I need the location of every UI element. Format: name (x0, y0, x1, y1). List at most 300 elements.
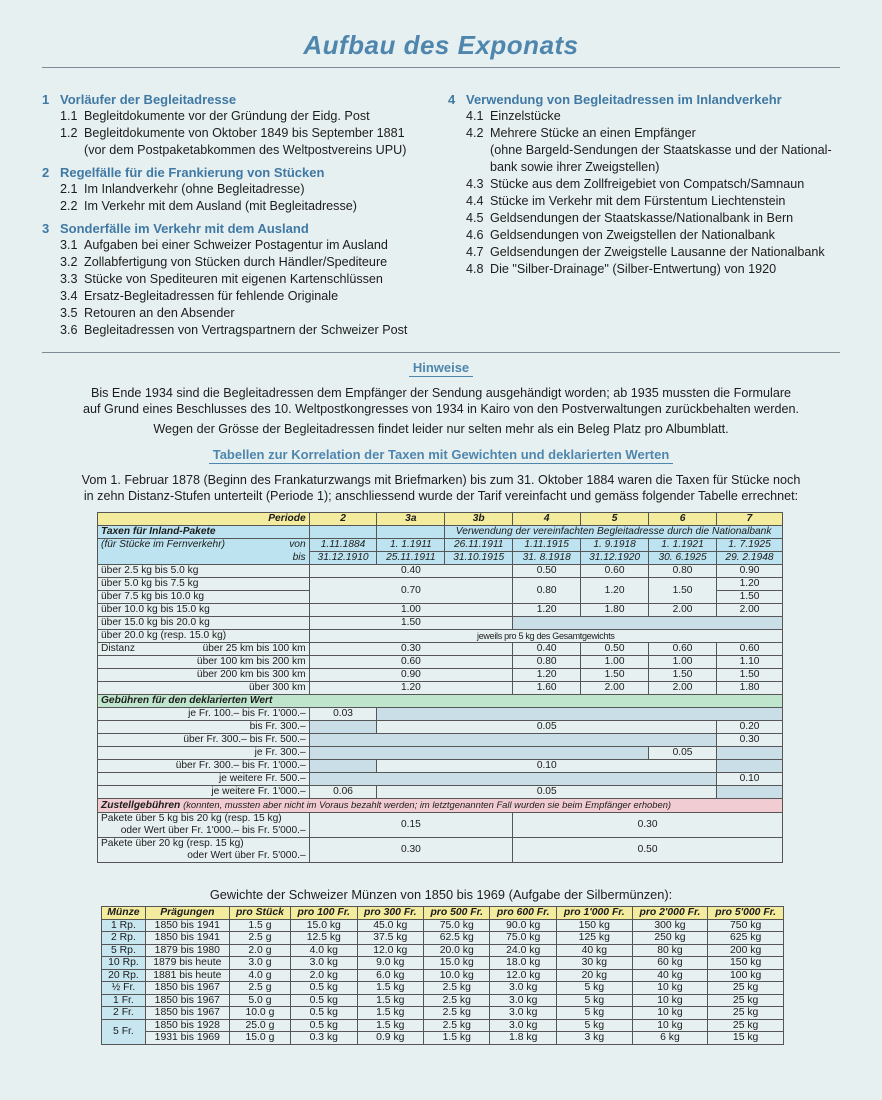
table-cell: 60 kg (632, 957, 708, 970)
table-cell: 10 kg (632, 1007, 708, 1020)
table-cell: 0.5 kg (291, 982, 357, 995)
table-cell: 750 kg (708, 919, 784, 932)
item-sublabel: bank sowie ihrer Zweigstellen) (490, 160, 660, 174)
table-cell: 2.5 kg (424, 994, 490, 1007)
table-cell: 25 kg (708, 994, 784, 1007)
item-number: 3.6 (60, 323, 78, 337)
wert-row-label: je weitere Fr. 1'000.– (98, 786, 310, 799)
table-row (102, 919, 784, 932)
item-number: 4.2 (466, 126, 484, 140)
tax-table (97, 512, 783, 863)
toc-item (42, 237, 442, 254)
table-cell: 12.0 kg (357, 944, 423, 957)
von-date: 26.11.1911 (445, 539, 513, 552)
item-text (490, 227, 848, 244)
table-cell: 150 kg (708, 957, 784, 970)
tax-value: 1.50 (309, 617, 513, 630)
tax-value: 1.20 (513, 604, 581, 617)
bis-date: 31. 8.1918 (513, 552, 581, 565)
tax-value: 1.50 (649, 578, 717, 604)
von-date: 1.11.1915 (513, 539, 581, 552)
tax-value: 0.90 (309, 669, 513, 682)
table-cell: 250 kg (632, 932, 708, 945)
toc-item (42, 322, 442, 339)
item-label: Zollabfertigung von Stücken durch Händler/Spediteure (84, 255, 388, 269)
table-cell: 3.0 kg (291, 957, 357, 970)
item-number: 2.1 (60, 182, 78, 196)
item-text (84, 125, 442, 159)
section-title: Regelfälle für die Frankierung von Stücken (60, 165, 325, 180)
weight-row-label: über 15.0 kg bis 20.0 kg (98, 617, 310, 630)
muenzen-title: Gewichte der Schweizer Münzen von 1850 bis 1969 (Aufgabe der Silbermünzen): (209, 887, 673, 902)
fern-label: (für Stücke im Fernverkehr) von (98, 539, 310, 552)
item-label: Stücke von Spediteuren mit eigenen Kartenschlüssen (84, 272, 383, 286)
hinweise-title: Hinweise (0, 360, 882, 375)
table-cell: 1850 bis 1967 (145, 994, 229, 1007)
item-label: Begleitdokumente von Oktober 1849 bis September 1881 (84, 126, 405, 140)
table-cell: 20 kg (556, 969, 632, 982)
table-cell: 1.5 kg (424, 1032, 490, 1045)
column-header: pro 300 Fr. (357, 907, 423, 920)
tax-value: 0.15 (309, 813, 513, 838)
weight-row-label: über 7.5 kg bis 10.0 kg (98, 591, 310, 604)
table-cell: 1850 bis 1941 (145, 919, 229, 932)
period-3b: 3b (445, 513, 513, 526)
table-cell: 1.5 kg (357, 982, 423, 995)
weight-row-label: über 20.0 kg (resp. 15.0 kg) (98, 630, 310, 643)
tax-value: 0.05 (649, 747, 717, 760)
item-sublabel: (vor dem Postpaketabkommen des Weltpostvereins UPU) (84, 143, 407, 157)
table-cell: 1 Rp. (102, 919, 146, 932)
item-number: 1.2 (60, 126, 78, 140)
table-cell: 2.0 g (229, 944, 290, 957)
distance-row-label: Distanz über 25 km bis 100 km (98, 643, 310, 656)
muenzen-table (101, 906, 784, 1045)
tax-value: 2.00 (649, 682, 717, 695)
item-text (84, 305, 442, 322)
item-label: Begleitadressen von Vertragspartnern der Schweizer Post (84, 323, 408, 337)
title-rule (42, 67, 840, 68)
table-row (102, 1019, 784, 1032)
item-number: 4.6 (466, 228, 484, 242)
column-header: pro Stück (229, 907, 290, 920)
period-3a: 3a (377, 513, 445, 526)
table-cell: 10 kg (632, 994, 708, 1007)
column-header: pro 100 Fr. (291, 907, 357, 920)
table-cell: 10 kg (632, 982, 708, 995)
section-number: 3 (42, 221, 50, 236)
tax-value: 1.80 (581, 604, 649, 617)
table-cell: 9.0 kg (357, 957, 423, 970)
table-cell: 0.3 kg (291, 1032, 357, 1045)
column-header: pro 600 Fr. (490, 907, 556, 920)
table-cell: 1931 bis 1969 (145, 1032, 229, 1045)
toc-section (42, 91, 442, 108)
verwendung-note: Verwendung der vereinfachten Begleitadresse durch die Nationalbank (445, 526, 783, 539)
tax-value: 0.06 (309, 786, 377, 799)
tax-value: 0.80 (649, 565, 717, 578)
item-label: Geldsendungen von Zweigstellen der Nationalbank (490, 228, 775, 242)
zustell-header: Zustellgebühren (konnten, mussten aber nicht im Voraus bezahlt werden; im letztgenannten Fall wurden sie beim Empfänger erhoben) (98, 799, 783, 813)
item-text (490, 210, 848, 227)
item-text (490, 261, 848, 278)
column-header: pro 1'000 Fr. (556, 907, 632, 920)
table-cell: 3.0 kg (490, 1007, 556, 1020)
tax-value: 0.70 (309, 578, 513, 604)
tax-value: 0.50 (513, 565, 581, 578)
table-cell: 625 kg (708, 932, 784, 945)
table-cell: 15 kg (708, 1032, 784, 1045)
item-sublabel: (ohne Bargeld-Sendungen der Staatskasse und der National- (490, 143, 832, 157)
zustell-row-label: Pakete über 20 kg (resp. 15 kg) oder Wert über Fr. 5'000.– (98, 838, 310, 863)
table-cell: 12.5 kg (291, 932, 357, 945)
table-cell: 75.0 kg (424, 919, 490, 932)
table-cell: 80 kg (632, 944, 708, 957)
column-header: pro 5'000 Fr. (708, 907, 784, 920)
tax-value: 0.30 (309, 838, 513, 863)
item-label: Begleitdokumente vor der Gründung der Eidg. Post (84, 109, 370, 123)
item-label: Ersatz-Begleitadressen für fehlende Originale (84, 289, 339, 303)
toc-item (448, 193, 848, 210)
tax-value: 2.00 (581, 682, 649, 695)
table-cell: ½ Fr. (102, 982, 146, 995)
table-cell: 100 kg (708, 969, 784, 982)
tax-value: 1.00 (581, 656, 649, 669)
tax-value: 0.50 (581, 643, 649, 656)
table-cell: 150 kg (556, 919, 632, 932)
column-header: Münze (102, 907, 146, 920)
item-label: Geldsendungen der Staatskasse/Nationalbank in Bern (490, 211, 794, 225)
item-text (490, 125, 848, 176)
item-text (490, 108, 848, 125)
item-text (490, 176, 848, 193)
table-cell: 10 kg (632, 1019, 708, 1032)
item-label: Im Verkehr mit dem Ausland (mit Begleitadresse) (84, 199, 357, 213)
table-row (102, 982, 784, 995)
periode-label: Periode (98, 513, 310, 526)
toc-item (42, 254, 442, 271)
tax-value: 0.90 (717, 565, 783, 578)
table-cell: 2.5 kg (424, 1007, 490, 1020)
table-cell: 45.0 kg (357, 919, 423, 932)
bis-date: 31.12.1920 (581, 552, 649, 565)
table-cell: 15.0 kg (424, 957, 490, 970)
table-row (102, 944, 784, 957)
column-header: pro 2'000 Fr. (632, 907, 708, 920)
toc-item (448, 125, 848, 176)
item-label: Einzelstücke (490, 109, 561, 123)
item-number: 3.4 (60, 289, 78, 303)
von-date: 1.11.1884 (309, 539, 377, 552)
tax-value: 0.40 (513, 643, 581, 656)
toc-item (42, 198, 442, 215)
toc-left (42, 86, 442, 339)
tax-value: 2.00 (649, 604, 717, 617)
bis-date: 30. 6.1925 (649, 552, 717, 565)
table-cell: 25 kg (708, 1019, 784, 1032)
table-cell: 0.5 kg (291, 1019, 357, 1032)
table-cell: 1850 bis 1967 (145, 1007, 229, 1020)
table-cell: 15.0 g (229, 1032, 290, 1045)
tax-value: 0.30 (717, 734, 783, 747)
table-row (102, 994, 784, 1007)
toc-item (448, 108, 848, 125)
table-cell: 62.5 kg (424, 932, 490, 945)
item-number: 3.2 (60, 255, 78, 269)
table-cell: 5 kg (556, 1019, 632, 1032)
section-title: Verwendung von Begleitadressen im Inlandverkehr (466, 92, 782, 107)
tax-value: 0.80 (513, 656, 581, 669)
table-cell: 40 kg (556, 944, 632, 957)
tax-value: 0.60 (309, 656, 513, 669)
tax-value: 2.00 (717, 604, 783, 617)
tax-value: 1.50 (717, 591, 783, 604)
table-cell: 1 Fr. (102, 994, 146, 1007)
item-number: 4.4 (466, 194, 484, 208)
item-label: Mehrere Stücke an einen Empfänger (490, 126, 696, 140)
table-cell: 75.0 kg (490, 932, 556, 945)
toc-item (42, 181, 442, 198)
tax-value: 0.20 (717, 721, 783, 734)
table-cell: 10.0 kg (424, 969, 490, 982)
wert-row-label: je Fr. 100.– bis Fr. 1'000.– (98, 708, 310, 721)
period-6: 6 (649, 513, 717, 526)
gebuehren-header: Gebühren für den deklarierten Wert (98, 695, 783, 708)
item-number: 1.1 (60, 109, 78, 123)
table-cell: 125 kg (556, 932, 632, 945)
item-label: Geldsendungen der Zweigstelle Lausanne der Nationalbank (490, 245, 825, 259)
table-cell: 2.5 g (229, 932, 290, 945)
table-cell: 3.0 kg (490, 1019, 556, 1032)
table-cell: 20 Rp. (102, 969, 146, 982)
distance-row-label: über 100 km bis 200 km (98, 656, 310, 669)
table-cell: 3 kg (556, 1032, 632, 1045)
wert-row-label: über Fr. 300.– bis Fr. 1'000.– (98, 760, 310, 773)
tax-value: 0.50 (513, 838, 783, 863)
table-cell: 1850 bis 1928 (145, 1019, 229, 1032)
table-cell: 1.5 kg (357, 1019, 423, 1032)
table-cell: 20.0 kg (424, 944, 490, 957)
tax-value: 1.80 (717, 682, 783, 695)
tax-value: 1.20 (717, 578, 783, 591)
bis-date: 25.11.1911 (377, 552, 445, 565)
toc-item (42, 125, 442, 159)
tax-value: 1.10 (717, 656, 783, 669)
period-5: 5 (581, 513, 649, 526)
table-cell: 0.5 kg (291, 994, 357, 1007)
item-number: 3.1 (60, 238, 78, 252)
item-label: Stücke im Verkehr mit dem Fürstentum Liechtenstein (490, 194, 786, 208)
table-cell: 5 kg (556, 994, 632, 1007)
table-row (102, 1007, 784, 1020)
von-date: 1. 7.1925 (717, 539, 783, 552)
table-cell: 0.9 kg (357, 1032, 423, 1045)
table-cell: 2.5 kg (424, 982, 490, 995)
table-cell: 5 kg (556, 982, 632, 995)
column-header: Prägungen (145, 907, 229, 920)
table-cell: 30 kg (556, 957, 632, 970)
item-label: Aufgaben bei einer Schweizer Postagentur im Ausland (84, 238, 388, 252)
weight-row-label: über 5.0 kg bis 7.5 kg (98, 578, 310, 591)
table-cell: 5 Rp. (102, 944, 146, 957)
tax-value: 0.60 (717, 643, 783, 656)
table-cell: 25.0 g (229, 1019, 290, 1032)
wert-row-label: bis Fr. 300.– (98, 721, 310, 734)
item-text (84, 181, 442, 198)
item-label: Im Inlandverkehr (ohne Begleitadresse) (84, 182, 305, 196)
tax-value: 0.40 (309, 565, 513, 578)
tax-value: 0.60 (649, 643, 717, 656)
table-cell: 24.0 kg (490, 944, 556, 957)
table-cell: 3.0 g (229, 957, 290, 970)
item-number: 3.3 (60, 272, 78, 286)
wert-row-label: über Fr. 300.– bis Fr. 500.– (98, 734, 310, 747)
bis-date: 29. 2.1948 (717, 552, 783, 565)
section-title: Vorläufer der Begleitadresse (60, 92, 237, 107)
zustell-row-label: Pakete über 5 kg bis 20 kg (resp. 15 kg) oder Wert über Fr. 1'000.– bis Fr. 5'000.– (98, 813, 310, 838)
table-cell: 5.0 g (229, 994, 290, 1007)
weight-row-label: über 2.5 kg bis 5.0 kg (98, 565, 310, 578)
table-cell: 1.5 g (229, 919, 290, 932)
table-cell: 2 Fr. (102, 1007, 146, 1020)
table-cell: 1.5 kg (357, 994, 423, 1007)
item-number: 2.2 (60, 199, 78, 213)
table-cell: 300 kg (632, 919, 708, 932)
von-date: 1. 1.1921 (649, 539, 717, 552)
section-title: Sonderfälle im Verkehr mit dem Ausland (60, 221, 309, 236)
table-cell: 1879 bis 1980 (145, 944, 229, 957)
tax-value: 0.10 (717, 773, 783, 786)
item-label: Stücke aus dem Zollfreigebiet von Compatsch/Samnaun (490, 177, 805, 191)
table-cell: 10.0 g (229, 1007, 290, 1020)
tax-value: 0.80 (513, 578, 581, 604)
tax-value: 0.05 (377, 786, 717, 799)
table-cell: 1.8 kg (490, 1032, 556, 1045)
table-cell: 5 kg (556, 1007, 632, 1020)
table-cell: 2.0 kg (291, 969, 357, 982)
item-text (84, 288, 442, 305)
tax-value: 1.50 (649, 669, 717, 682)
item-text (84, 198, 442, 215)
table-cell: 15.0 kg (291, 919, 357, 932)
item-text (84, 322, 442, 339)
table-cell: 4.0 g (229, 969, 290, 982)
wert-row-label: je Fr. 300.– (98, 747, 310, 760)
jeweils-note: jeweils pro 5 kg des Gesamtgewichts (309, 630, 782, 643)
tax-value: 0.30 (513, 813, 783, 838)
table-cell: 3.0 kg (490, 982, 556, 995)
table-cell: 0.5 kg (291, 1007, 357, 1020)
bis-date: 31.12.1910 (309, 552, 377, 565)
item-number: 4.3 (466, 177, 484, 191)
item-text (490, 244, 848, 261)
hinweise-text: Bis Ende 1934 sind die Begleitadressen dem Empfänger der Sendung ausgehändigt worden; ab 1935 mussten die Formulare auf Grund eines Beschlusses des 10. Weltpostkongresses von 1934 in Kairo von den Postverwaltungen zurückbehalten werden. Wegen der Grösse der Begleitadressen findet leider nur selten mehr als ein Beleg Platz pro Albumblatt. (83, 386, 799, 436)
section-number: 1 (42, 92, 50, 107)
table-cell: 5 Fr. (102, 1019, 146, 1044)
table-cell: 90.0 kg (490, 919, 556, 932)
tax-value: 1.00 (309, 604, 513, 617)
section-rule (42, 352, 840, 353)
toc-item (448, 261, 848, 278)
page-title: Aufbau des Exponats (303, 30, 579, 60)
toc-item (42, 288, 442, 305)
toc-item (42, 108, 442, 125)
table-cell: 40 kg (632, 969, 708, 982)
tax-value: 1.20 (581, 578, 649, 604)
table-row (102, 957, 784, 970)
toc-section (448, 91, 848, 108)
table-row (102, 932, 784, 945)
column-header: pro 500 Fr. (424, 907, 490, 920)
bis-label: bis (98, 552, 310, 565)
distance-row-label: über 300 km (98, 682, 310, 695)
table-cell: 2.5 kg (424, 1019, 490, 1032)
table-cell: 25 kg (708, 982, 784, 995)
item-text (84, 271, 442, 288)
item-text (84, 237, 442, 254)
item-number: 4.7 (466, 245, 484, 259)
tabellen-title: Tabellen zur Korrelation der Taxen mit Gewichten und deklarierten Werten (0, 447, 882, 462)
item-number: 4.8 (466, 262, 484, 276)
item-label: Retouren an den Absender (84, 306, 235, 320)
tax-value: 0.05 (377, 721, 717, 734)
table-row (102, 1032, 784, 1045)
table-cell: 2.5 g (229, 982, 290, 995)
table-cell: 4.0 kg (291, 944, 357, 957)
tax-value: 0.03 (309, 708, 377, 721)
table-cell: 3.0 kg (490, 994, 556, 1007)
weight-row-label: über 10.0 kg bis 15.0 kg (98, 604, 310, 617)
bis-date: 31.10.1915 (445, 552, 513, 565)
period-2: 2 (309, 513, 377, 526)
table-cell: 1850 bis 1941 (145, 932, 229, 945)
toc-right (448, 86, 848, 278)
tax-value: 1.60 (513, 682, 581, 695)
table-cell: 200 kg (708, 944, 784, 957)
section-number: 4 (448, 92, 456, 107)
toc-section (42, 220, 442, 237)
item-label: Die "Silber-Drainage" (Silber-Entwertung) von 1920 (490, 262, 777, 276)
table-cell: 6.0 kg (357, 969, 423, 982)
item-number: 4.5 (466, 211, 484, 225)
tax-value: 0.10 (377, 760, 717, 773)
period-4: 4 (513, 513, 581, 526)
tax-value: 1.00 (649, 656, 717, 669)
toc-item (448, 176, 848, 193)
tax-value: 1.50 (581, 669, 649, 682)
table-cell: 12.0 kg (490, 969, 556, 982)
tabellen-text: Vom 1. Februar 1878 (Beginn des Frankaturzwangs mit Briefmarken) bis zum 31. Oktober 1884 waren die Taxen für Stücke noch in zehn Distanz-Stufen unterteilt (Periode 1); anschliessend wurde der Tarif vereinfacht und gemäss folgender Tabelle errechnet: (81, 473, 801, 503)
table-cell: 10 Rp. (102, 957, 146, 970)
table-cell: 6 kg (632, 1032, 708, 1045)
table-cell: 1.5 kg (357, 1007, 423, 1020)
toc-item (448, 244, 848, 261)
table-cell: 37.5 kg (357, 932, 423, 945)
table-cell: 18.0 kg (490, 957, 556, 970)
table-cell: 1850 bis 1967 (145, 982, 229, 995)
item-text (84, 108, 442, 125)
toc-item (448, 210, 848, 227)
table-cell: 2 Rp. (102, 932, 146, 945)
toc-item (42, 305, 442, 322)
table-row (102, 969, 784, 982)
distance-row-label: über 200 km bis 300 km (98, 669, 310, 682)
period-7: 7 (717, 513, 783, 526)
tax-value: 1.20 (513, 669, 581, 682)
item-text (84, 254, 442, 271)
tax-value: 1.50 (717, 669, 783, 682)
tax-value: 0.30 (309, 643, 513, 656)
